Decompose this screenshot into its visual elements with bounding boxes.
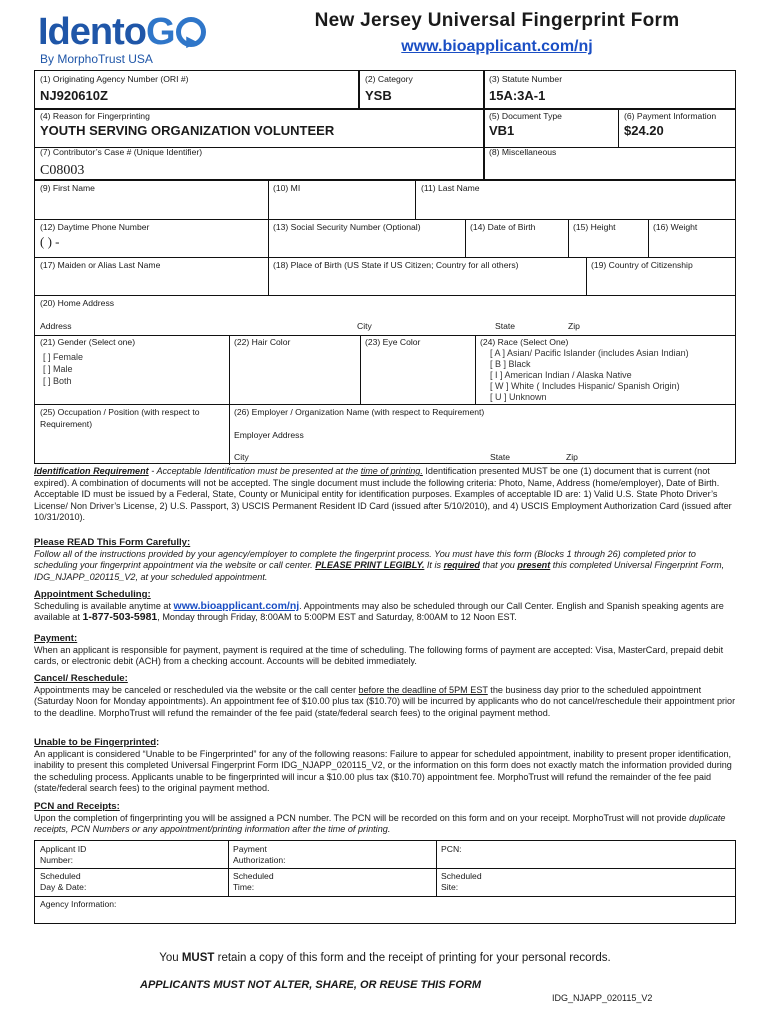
scheduled-site-label: Scheduled bbox=[441, 871, 482, 881]
cancel-reschedule-section: Cancel/ Reschedule: Appointments may be canceled or rescheduled via the website or the call center before the deadline of 5PM EST the business day prior to the scheduled appointment (Saturday Noon for Monday appointments). An appointment fee of $10.00 plus tax ($10.70) will be incurred by applicants who do not cancel/reschedule their appointment prior to the deadline. MorphoTrust will refund the remainder of the fee paid (state/federal search fees) to the original payment method. bbox=[34, 673, 736, 718]
city-label: City bbox=[357, 321, 372, 331]
agency-info-label: Agency Information: bbox=[40, 899, 117, 909]
occupation-label-line2: Requirement) bbox=[40, 419, 93, 429]
appointment-scheduling-section: Appointment Scheduling: Scheduling is available anytime at www.bioapplicant.com/nj. Appointments may also be scheduled through our Call Center. English and Spanish speaking agents are available at 1-877-503-5981, Monday through Friday, 8:00AM to 5:00PM EST and Saturday, 8:00AM to 12 Noon EST. bbox=[34, 589, 736, 624]
read-carefully-heading: Please READ This Form Carefully: bbox=[34, 537, 191, 548]
payment-heading: Payment: bbox=[34, 633, 78, 644]
category-label: (2) Category bbox=[365, 74, 413, 84]
employer-zip-label: Zip bbox=[566, 452, 578, 462]
case-value[interactable]: C08003 bbox=[40, 163, 85, 178]
height-label: (15) Height bbox=[573, 222, 616, 232]
scheduled-time-label-line2: Time: bbox=[233, 882, 255, 892]
race-option-b[interactable]: [ B ] Black bbox=[490, 359, 531, 369]
payment-auth-label: Payment bbox=[233, 844, 267, 854]
payment-section: Payment: When an applicant is responsible for payment, payment is required at the time of scheduling. The following forms of payment are accepted: Visa, MasterCard, prepaid debit cards, or electronic debit (ACH) from a checking account. Accounts will be debited immediately. bbox=[34, 633, 736, 668]
pcn-office-use-box bbox=[34, 840, 736, 924]
employer-address-label: Employer Address bbox=[234, 430, 304, 440]
dob-label: (14) Date of Birth bbox=[470, 222, 536, 232]
eye-label: (23) Eye Color bbox=[365, 337, 421, 347]
doctype-label: (5) Document Type bbox=[489, 111, 562, 121]
scheduled-day-label: Scheduled bbox=[40, 871, 81, 881]
statute-value[interactable]: 15A:3A-1 bbox=[489, 88, 546, 103]
employer-state-label: State bbox=[490, 452, 511, 462]
race-option-u[interactable]: [ U ] Unknown bbox=[490, 392, 547, 402]
race-option-w[interactable]: [ W ] White ( Includes Hispanic/ Spanish Origin) bbox=[490, 381, 680, 391]
ori-value[interactable]: NJ920610Z bbox=[40, 88, 108, 103]
scheduled-day-label-line2: Day & Date: bbox=[40, 882, 87, 892]
applicant-id-label-line2: Number: bbox=[40, 855, 73, 865]
zip-label: Zip bbox=[568, 321, 580, 331]
pcn-receipts-section: PCN and Receipts: Upon the completion of fingerprinting you will be assigned a PCN number. The PCN will be recorded on this form and on your receipt. MorphoTrust will not provide duplicate receipts, PCN Numbers or any appointment/printing information after the time of printing. bbox=[34, 801, 736, 836]
gender-label: (21) Gender (Select one) bbox=[40, 337, 136, 347]
race-option-i[interactable]: [ I ] American Indian / Alaska Native bbox=[490, 370, 632, 380]
scheduling-heading: Appointment Scheduling: bbox=[34, 589, 151, 600]
reason-label: (4) Reason for Fingerprinting bbox=[40, 111, 150, 121]
maiden-label: (17) Maiden or Alias Last Name bbox=[40, 260, 161, 270]
case-label: (7) Contributor’s Case # (Unique Identifier) bbox=[40, 147, 203, 157]
read-carefully-section: Please READ This Form Carefully: Follow all of the instructions provided by your agency/employer to complete the fingerprint process. You must have this form (Blocks 1 through 26) completed prior to scheduling your fingerprint appointment via the website or call center. PLEASE PRINT LEGIBLY. It is required that you present this completed Universal Fingerprint Form, IDG_NJAPP_020115_V2, at your scheduled appointment. bbox=[34, 537, 736, 583]
race-label: (24) Race (Select One) bbox=[480, 337, 569, 347]
unable-heading: Unable to be Fingerprinted bbox=[34, 737, 157, 748]
ssn-label: (13) Social Security Number (Optional) bbox=[273, 222, 421, 232]
scheduled-time-label: Scheduled bbox=[233, 871, 274, 881]
do-not-alter-warning: APPLICANTS MUST NOT ALTER, SHARE, OR REUSE THIS FORM bbox=[140, 979, 482, 991]
identification-requirement: Identification Requirement - Acceptable Identification must be presented at the time of printing. Identification presented MUST be one (1) document that is current (not expired). A combination of documents will not be accepted. The single document must include the following criteria: Photo, Name, Address (home/employer), Date of Birth. Acceptable ID must be issued by a Federal, State, County or Municipal entity for identification purposes. Examples of acceptable ID are: 1) Valid U.S. State Photo Driver’s License/ Non Driver’s License, 2) U.S. Passport, 3) USCIS Permanent Resident ID Card (issued after 5/10/2010), and 4) USCIS Employment Authorization Card (issued after 10/31/2010). bbox=[34, 466, 732, 523]
form-code: IDG_NJAPP_020115_V2 bbox=[552, 993, 653, 1003]
first-name-label: (9) First Name bbox=[40, 183, 95, 193]
gender-option-female[interactable]: [ ] Female bbox=[43, 352, 84, 362]
statute-label: (3) Statute Number bbox=[489, 74, 563, 84]
payment-label: (6) Payment Information bbox=[624, 111, 717, 121]
call-center-phone: 1-877-503-5981 bbox=[82, 611, 158, 624]
address-label: Address bbox=[40, 321, 72, 331]
applicant-id-label: Applicant ID bbox=[40, 844, 87, 854]
hair-label: (22) Hair Color bbox=[234, 337, 291, 347]
citizenship-label: (19) Country of Citizenship bbox=[591, 260, 693, 270]
phone-field[interactable]: ( ) - bbox=[40, 234, 60, 249]
ori-label: (1) Originating Agency Number (ORI #) bbox=[40, 74, 189, 84]
scheduling-link[interactable]: www.bioapplicant.com/nj bbox=[173, 599, 300, 612]
mi-label: (10) MI bbox=[273, 183, 301, 193]
logo-subtitle: By MorphoTrust USA bbox=[40, 52, 153, 66]
payment-value[interactable]: $24.20 bbox=[624, 123, 664, 138]
payment-auth-label-line2: Authorization: bbox=[233, 855, 286, 865]
pcn-heading: PCN and Receipts: bbox=[34, 801, 120, 812]
unable-fingerprinted-section: Unable to be Fingerprinted: An applicant is considered “Unable to be Fingerprinted” for any of the following reasons: Failure to appear for scheduled appointment, inability to present proper identification, inability to present this completed Universal Fingerprint Form IDG_NJAPP_020115_V2, or the information on this form does not exactly match the information provided during the scheduling process. Applicants unable to be fingerprinted will incur a $10.00 plus tax ($10.70) appointment fee. MorphoTrust will refund the remainder of the fee paid (state/federal search fees) to the original payment method. bbox=[34, 737, 732, 794]
phone-label: (12) Daytime Phone Number bbox=[40, 222, 150, 232]
cancel-heading: Cancel/ Reschedule: bbox=[34, 673, 128, 684]
category-value[interactable]: YSB bbox=[365, 88, 392, 103]
employer-city-label: City bbox=[234, 452, 249, 462]
retain-copy-notice: You MUST retain a copy of this form and the receipt of printing for your personal records. bbox=[159, 952, 611, 964]
race-option-a[interactable]: [ A ] Asian/ Pacific Islander (includes Asian Indian) bbox=[490, 348, 689, 358]
last-name-label: (11) Last Name bbox=[421, 183, 480, 193]
state-label: State bbox=[495, 321, 516, 331]
employer-label: (26) Employer / Organization Name (with respect to Requirement) bbox=[234, 407, 485, 417]
identogo-logo: IdentoG▶ bbox=[38, 12, 206, 52]
doctype-value[interactable]: VB1 bbox=[489, 123, 515, 138]
applicant-info-grid bbox=[34, 70, 736, 464]
form-url-link[interactable]: www.bioapplicant.com/nj bbox=[401, 38, 593, 55]
pob-label: (18) Place of Birth (US State if US Citizen; Country for all others) bbox=[273, 260, 519, 270]
home-address-label: (20) Home Address bbox=[40, 298, 115, 308]
occupation-label: (25) Occupation / Position (with respect to bbox=[40, 407, 200, 417]
scheduled-site-label-line2: Site: bbox=[441, 882, 459, 892]
misc-label: (8) Miscellaneous bbox=[489, 147, 557, 157]
gender-option-both[interactable]: [ ] Both bbox=[43, 376, 72, 386]
reason-value[interactable]: YOUTH SERVING ORGANIZATION VOLUNTEER bbox=[40, 123, 335, 138]
form-title: New Jersey Universal Fingerprint Form bbox=[314, 10, 680, 31]
pcn-label: PCN: bbox=[441, 844, 462, 854]
weight-label: (16) Weight bbox=[653, 222, 698, 232]
gender-option-male[interactable]: [ ] Male bbox=[43, 364, 73, 374]
